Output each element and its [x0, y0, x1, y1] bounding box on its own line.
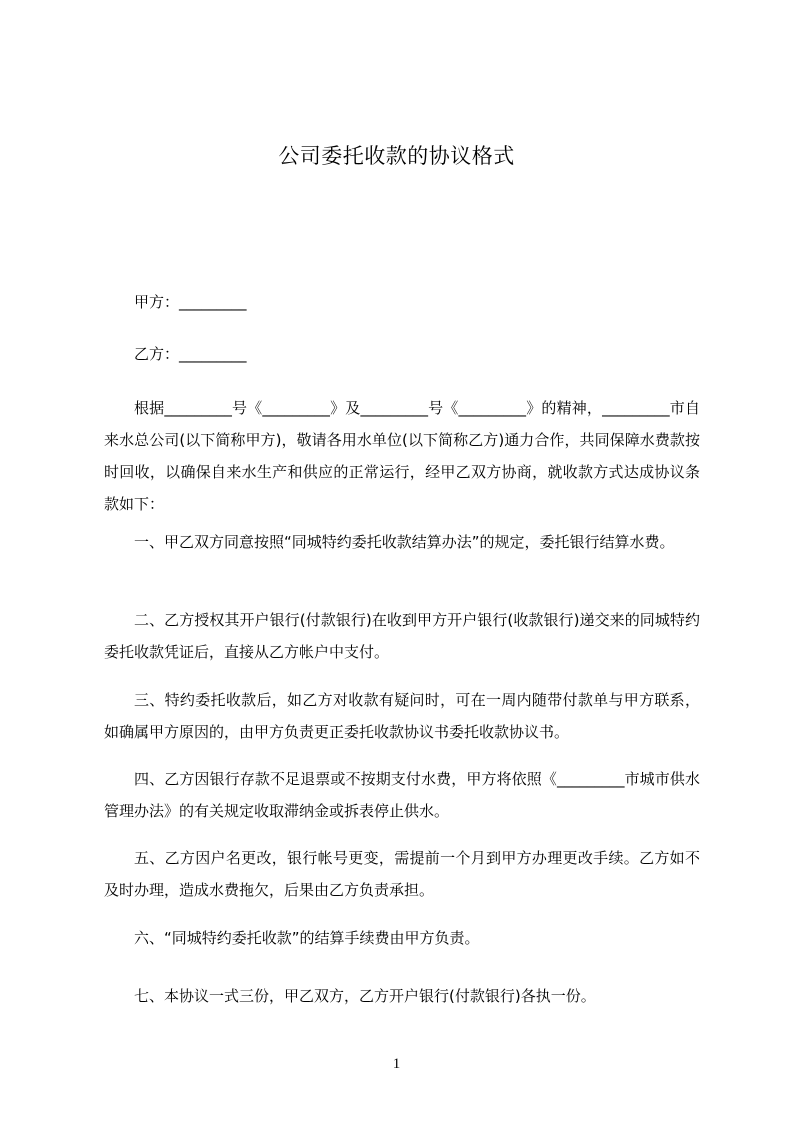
document-title: 公司委托收款的协议格式 [278, 144, 515, 168]
clause-3: 三、特约委托收款后，如乙方对收款有疑问时，可在一周内随带付款单与甲方联系，如确属甲方原因的，由甲方负责更正委托收款协议书委托收款协议书。 [104, 691, 700, 741]
page-number: 1 [392, 1056, 401, 1072]
clause-7: 七、本协议一式三份，甲乙双方，乙方开户银行(付款银行)各执一份。 [134, 987, 596, 1005]
clause-5: 五、乙方因户名更改，银行帐号更变，需提前一个月到甲方办理更改手续。乙方如不及时办理，造成水费拖欠，后果由乙方负责承担。 [104, 849, 700, 899]
party-a-line: 甲方：_________ [134, 293, 247, 311]
clause-6: 六、“同城特约委托收款”的结算手续费由甲方负责。 [134, 929, 480, 947]
party-b-line: 乙方：_________ [134, 345, 247, 363]
intro-paragraph: 根据_________号《_________》及_________号《_________》的精神，_________市自来水总公司(以下简称甲方)，敬请各用水单位(以下简称乙方)通力合作，共同保障水费款按时回收，以确保自来水生产和供应的正常运行，经甲乙双方协商，就收款方式达成协议条款如下： [104, 399, 700, 513]
clause-4: 四、乙方因银行存款不足退票或不按期支付水费，甲方将依照《_________市城市供水管理办法》的有关规定收取滞纳金或拆表停止供水。 [104, 770, 700, 820]
clause-2: 二、乙方授权其开户银行(付款银行)在收到甲方开户银行(收款银行)递交来的同城特约委托收款凭证后，直接从乙方帐户中支付。 [104, 611, 700, 661]
clause-1: 一、甲乙双方同意按照“同城特约委托收款结算办法”的规定，委托银行结算水费。 [134, 533, 675, 551]
